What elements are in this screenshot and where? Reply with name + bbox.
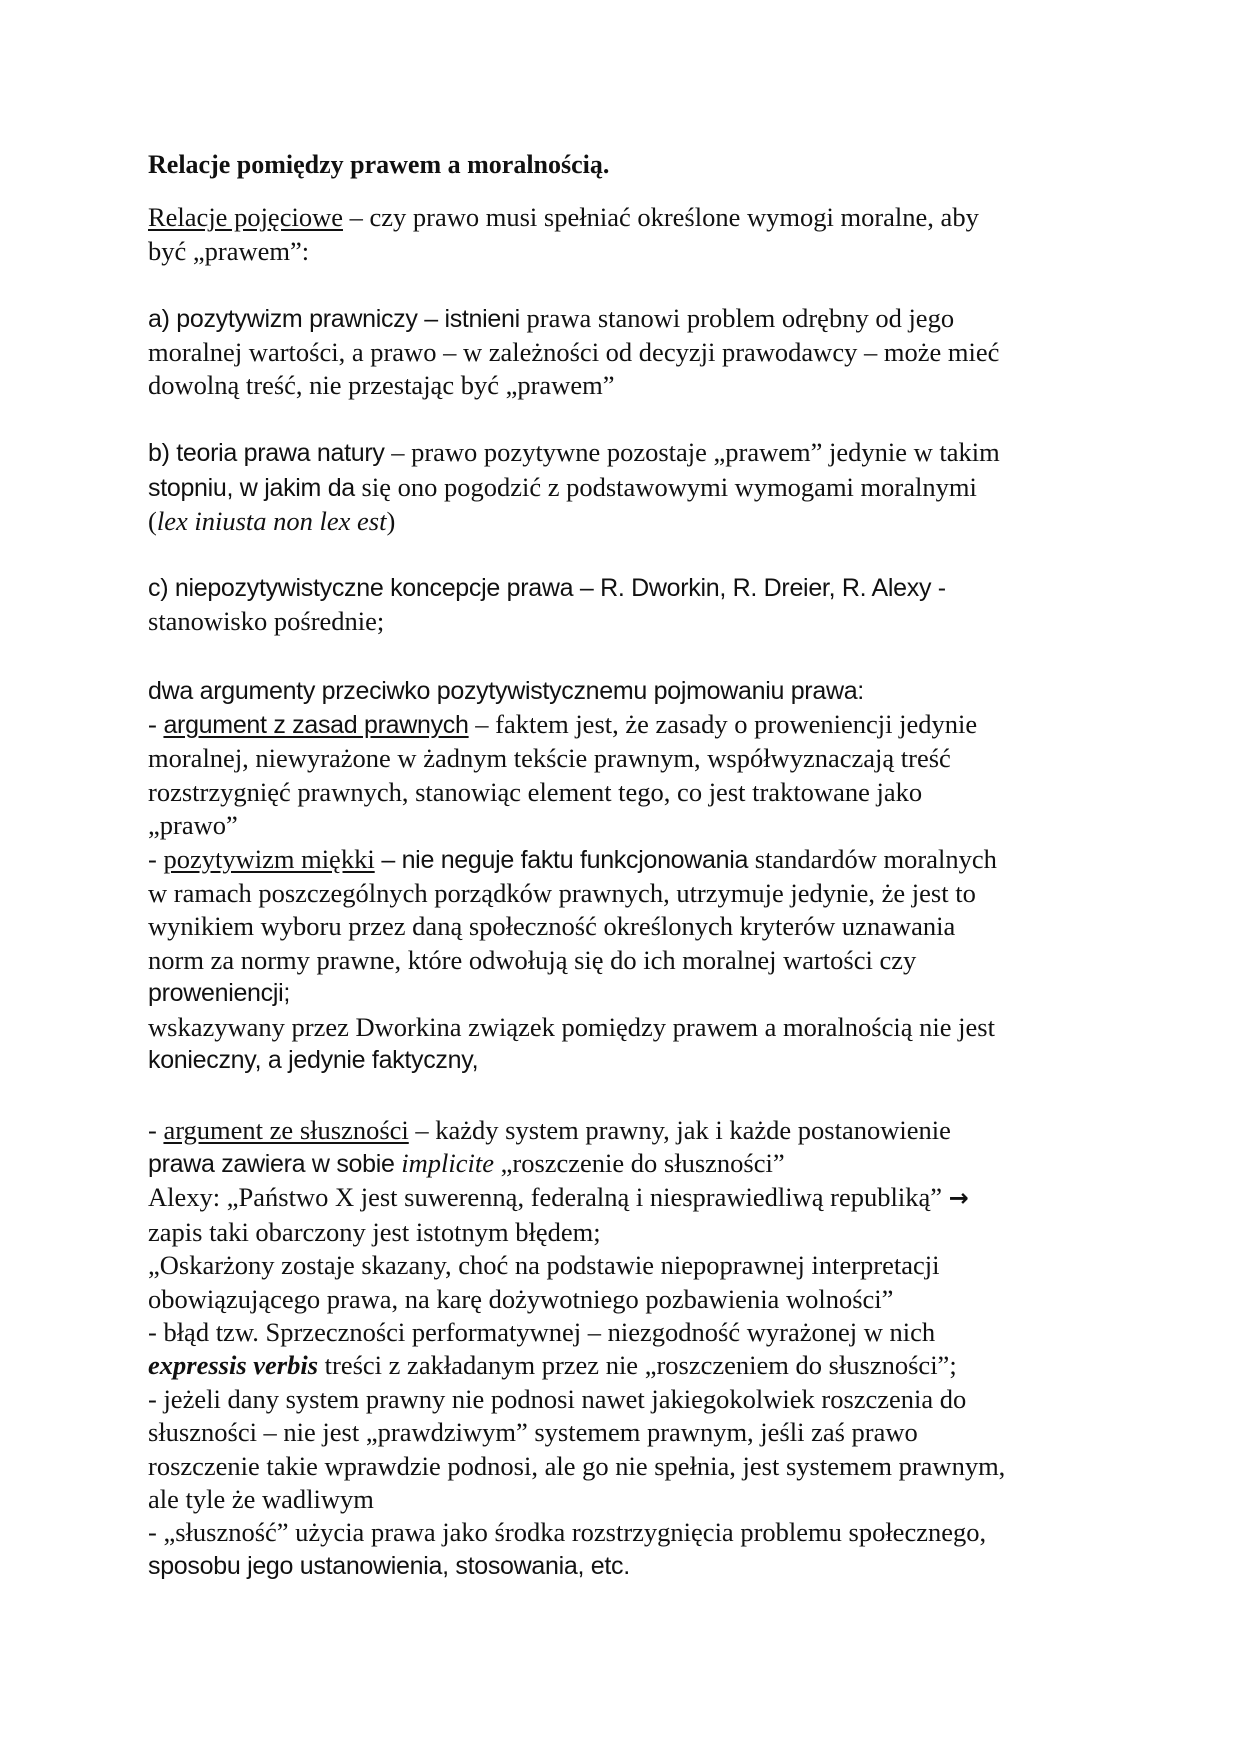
arg1-line2: moralnej, niewyrażone w żadnym tekście prawnym, współwyznaczają treść [148, 743, 951, 774]
arg2-line11: roszczenie takie wprawdzie podnosi, ale go nie spełnia, jest systemem prawnym, [148, 1450, 1006, 1481]
arg1-line1-text: – faktem jest, że zasady o proweniencji jedynie [468, 709, 978, 740]
intro-line1-text: – czy prawo musi spełniać określone wymogi moralne, aby [342, 202, 979, 233]
arg2-line13: - „słuszność” użycia prawa jako środka rozstrzygnięcia problemu społecznego, [148, 1517, 987, 1548]
point-b-line1-text: – prawo pozytywne pozostaje „prawem” jedynie w takim [384, 437, 1000, 468]
point-a-line3: dowolną treść, nie przestając być „prawem” [148, 370, 615, 401]
arg2-line1-text: – każdy system prawny, jak i każde postanowienie [408, 1114, 951, 1145]
point-b-line2-lead: stopniu, w jakim da [148, 473, 355, 502]
arg1-line3: rozstrzygnięć prawnych, stanowiąc element tego, co jest traktowane jako [148, 776, 923, 807]
argument-principles [148, 708, 1098, 843]
soft-positivism-label: pozytywizm miękki [163, 843, 375, 874]
soft-positivism [148, 843, 1098, 1078]
point-b-paragraph [148, 436, 1098, 538]
point-a-line1-text: prawa stanowi problem odrębny od jego [519, 302, 955, 333]
arg1-label: argument z zasad prawnych [163, 711, 469, 740]
arg2-line2-lead: prawa zawiera w sobie [148, 1149, 402, 1178]
point-b-lead: b) teoria prawa natury [148, 439, 385, 468]
soft-positivism-prefix: - [148, 843, 164, 874]
point-a-paragraph [148, 302, 1098, 403]
arg2-label: argument ze słuszności [163, 1114, 409, 1145]
point-c-line2: stanowisko pośrednie; [148, 606, 385, 637]
arg2-implicite: implicite [401, 1147, 494, 1178]
soft-positivism-line6: wskazywany przez Dworkina związek pomiędzy prawem a moralnością nie jest [148, 1011, 995, 1042]
arg2-line5: „Oskarżony zostaje skazany, choć na podstawie niepoprawnej interpretacji [148, 1250, 940, 1281]
arg2-line2-text: „roszczenie do słuszności” [493, 1147, 785, 1178]
arg2-line4: zapis taki obarczony jest istotnym błędem; [148, 1216, 601, 1247]
soft-positivism-line3: wynikiem wyboru przez daną społeczność określonych kryterów uznawania [148, 911, 956, 942]
arguments-heading: dwa argumenty przeciwko pozytywistycznemu pojmowaniu prawa: [148, 676, 864, 705]
intro-label: Relacje pojęciowe [148, 202, 343, 233]
arrow-right-icon: → [948, 1184, 969, 1213]
soft-positivism-mid: – nie neguje faktu funkcjonowania [374, 845, 749, 874]
arg2-alexy-quote: Alexy: „Państwo X jest suwerenną, federalną i niesprawiedliwą republiką” [148, 1182, 949, 1213]
arg2-line9: - jeżeli dany system prawny nie podnosi nawet jakiegokolwiek roszczenia do [148, 1383, 967, 1414]
intro-paragraph [148, 201, 1098, 268]
arg2-line14: sposobu jego ustanowienia, stosowania, etc. [148, 1551, 630, 1580]
point-a-line2: moralnej wartości, a prawo – w zależności od decyzji prawodawcy – może mieć [148, 337, 1000, 368]
document-page [148, 148, 1098, 1583]
arg2-line8-text: treści z zakładanym przez nie „roszczeniem do słuszności”; [318, 1350, 957, 1381]
arg2-line10: słuszności – nie jest „prawdziwym” systemem prawnym, jeśli zaś prawo [148, 1417, 918, 1448]
arg1-line4: „prawo” [148, 810, 238, 841]
arg2-line6: obowiązującego prawa, na karę dożywotniego pozbawienia wolności” [148, 1283, 894, 1314]
soft-positivism-line5: proweniencji; [148, 979, 291, 1008]
soft-positivism-line4: norm za normy prawne, które odwołują się do ich moralnej wartości czy [148, 944, 917, 975]
argument-correctness [148, 1114, 1098, 1584]
point-c-line1: c) niepozytywistyczne koncepcje prawa – R. Dworkin, R. Dreier, R. Alexy - [148, 573, 946, 602]
arg2-expressis-verbis: expressis verbis [148, 1350, 319, 1381]
arg1-prefix: - [148, 709, 164, 740]
arg2-line7: - błąd tzw. Sprzeczności performatywnej – niezgodność wyrażonej w nich [148, 1316, 936, 1347]
point-b-line2-text: się ono pogodzić z podstawowymi wymogami moralnymi [354, 471, 977, 502]
intro-line2: być „prawem”: [148, 235, 310, 266]
soft-positivism-line7: konieczny, a jedynie faktyczny, [148, 1046, 479, 1075]
point-a-lead: a) pozytywizm prawniczy – istnieni [148, 304, 520, 333]
document-title: Relacje pomiędzy prawem a moralnością. [148, 150, 610, 179]
point-c-paragraph [148, 572, 1098, 639]
point-b-latin-maxim: lex iniusta non lex est [156, 506, 387, 537]
soft-positivism-line1-text: standardów moralnych [748, 843, 997, 874]
arg2-prefix: - [148, 1114, 164, 1145]
point-b-paren-close: ) [386, 506, 396, 537]
arg2-line12: ale tyle że wadliwym [148, 1483, 374, 1514]
soft-positivism-line2: w ramach poszczególnych porządków prawnych, utrzymuje jedynie, że jest to [148, 878, 976, 909]
point-b-paren-open: ( [148, 506, 157, 537]
